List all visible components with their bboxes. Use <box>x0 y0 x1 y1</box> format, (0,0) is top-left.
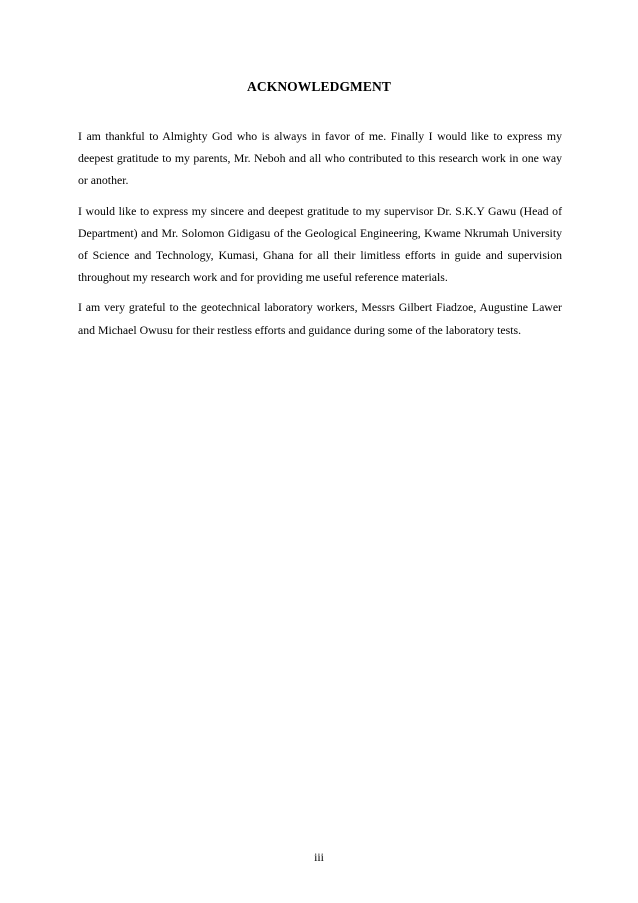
page-number: iii <box>314 850 324 864</box>
paragraph-2: I would like to express my sincere and deepest gratitude to my supervisor Dr. S.K.Y Gawu (Head of Department) and Mr. Solomon Gidigasu of the Geological Engineering, Kwame Nkrumah University of Science and Technology, Kumasi, Ghana for all their limitless efforts in guide and supervision throughout my research work and for providing me useful reference materials. <box>78 203 562 285</box>
paragraph-3: I am very grateful to the geotechnical laboratory workers, Messrs Gilbert Fiadzoe, Augustine Lawer and Michael Owusu for their restless efforts and guidance during some of the laboratory tests. <box>78 300 562 337</box>
paragraph-1: I am thankful to Almighty God who is always in favor of me. Finally I would like to express my deepest gratitude to my parents, Mr. Neboh and all who contributed to this research work in one way or another. <box>78 129 562 188</box>
acknowledgment-body <box>78 125 562 349</box>
page-title: ACKNOWLEDGMENT <box>247 79 391 94</box>
